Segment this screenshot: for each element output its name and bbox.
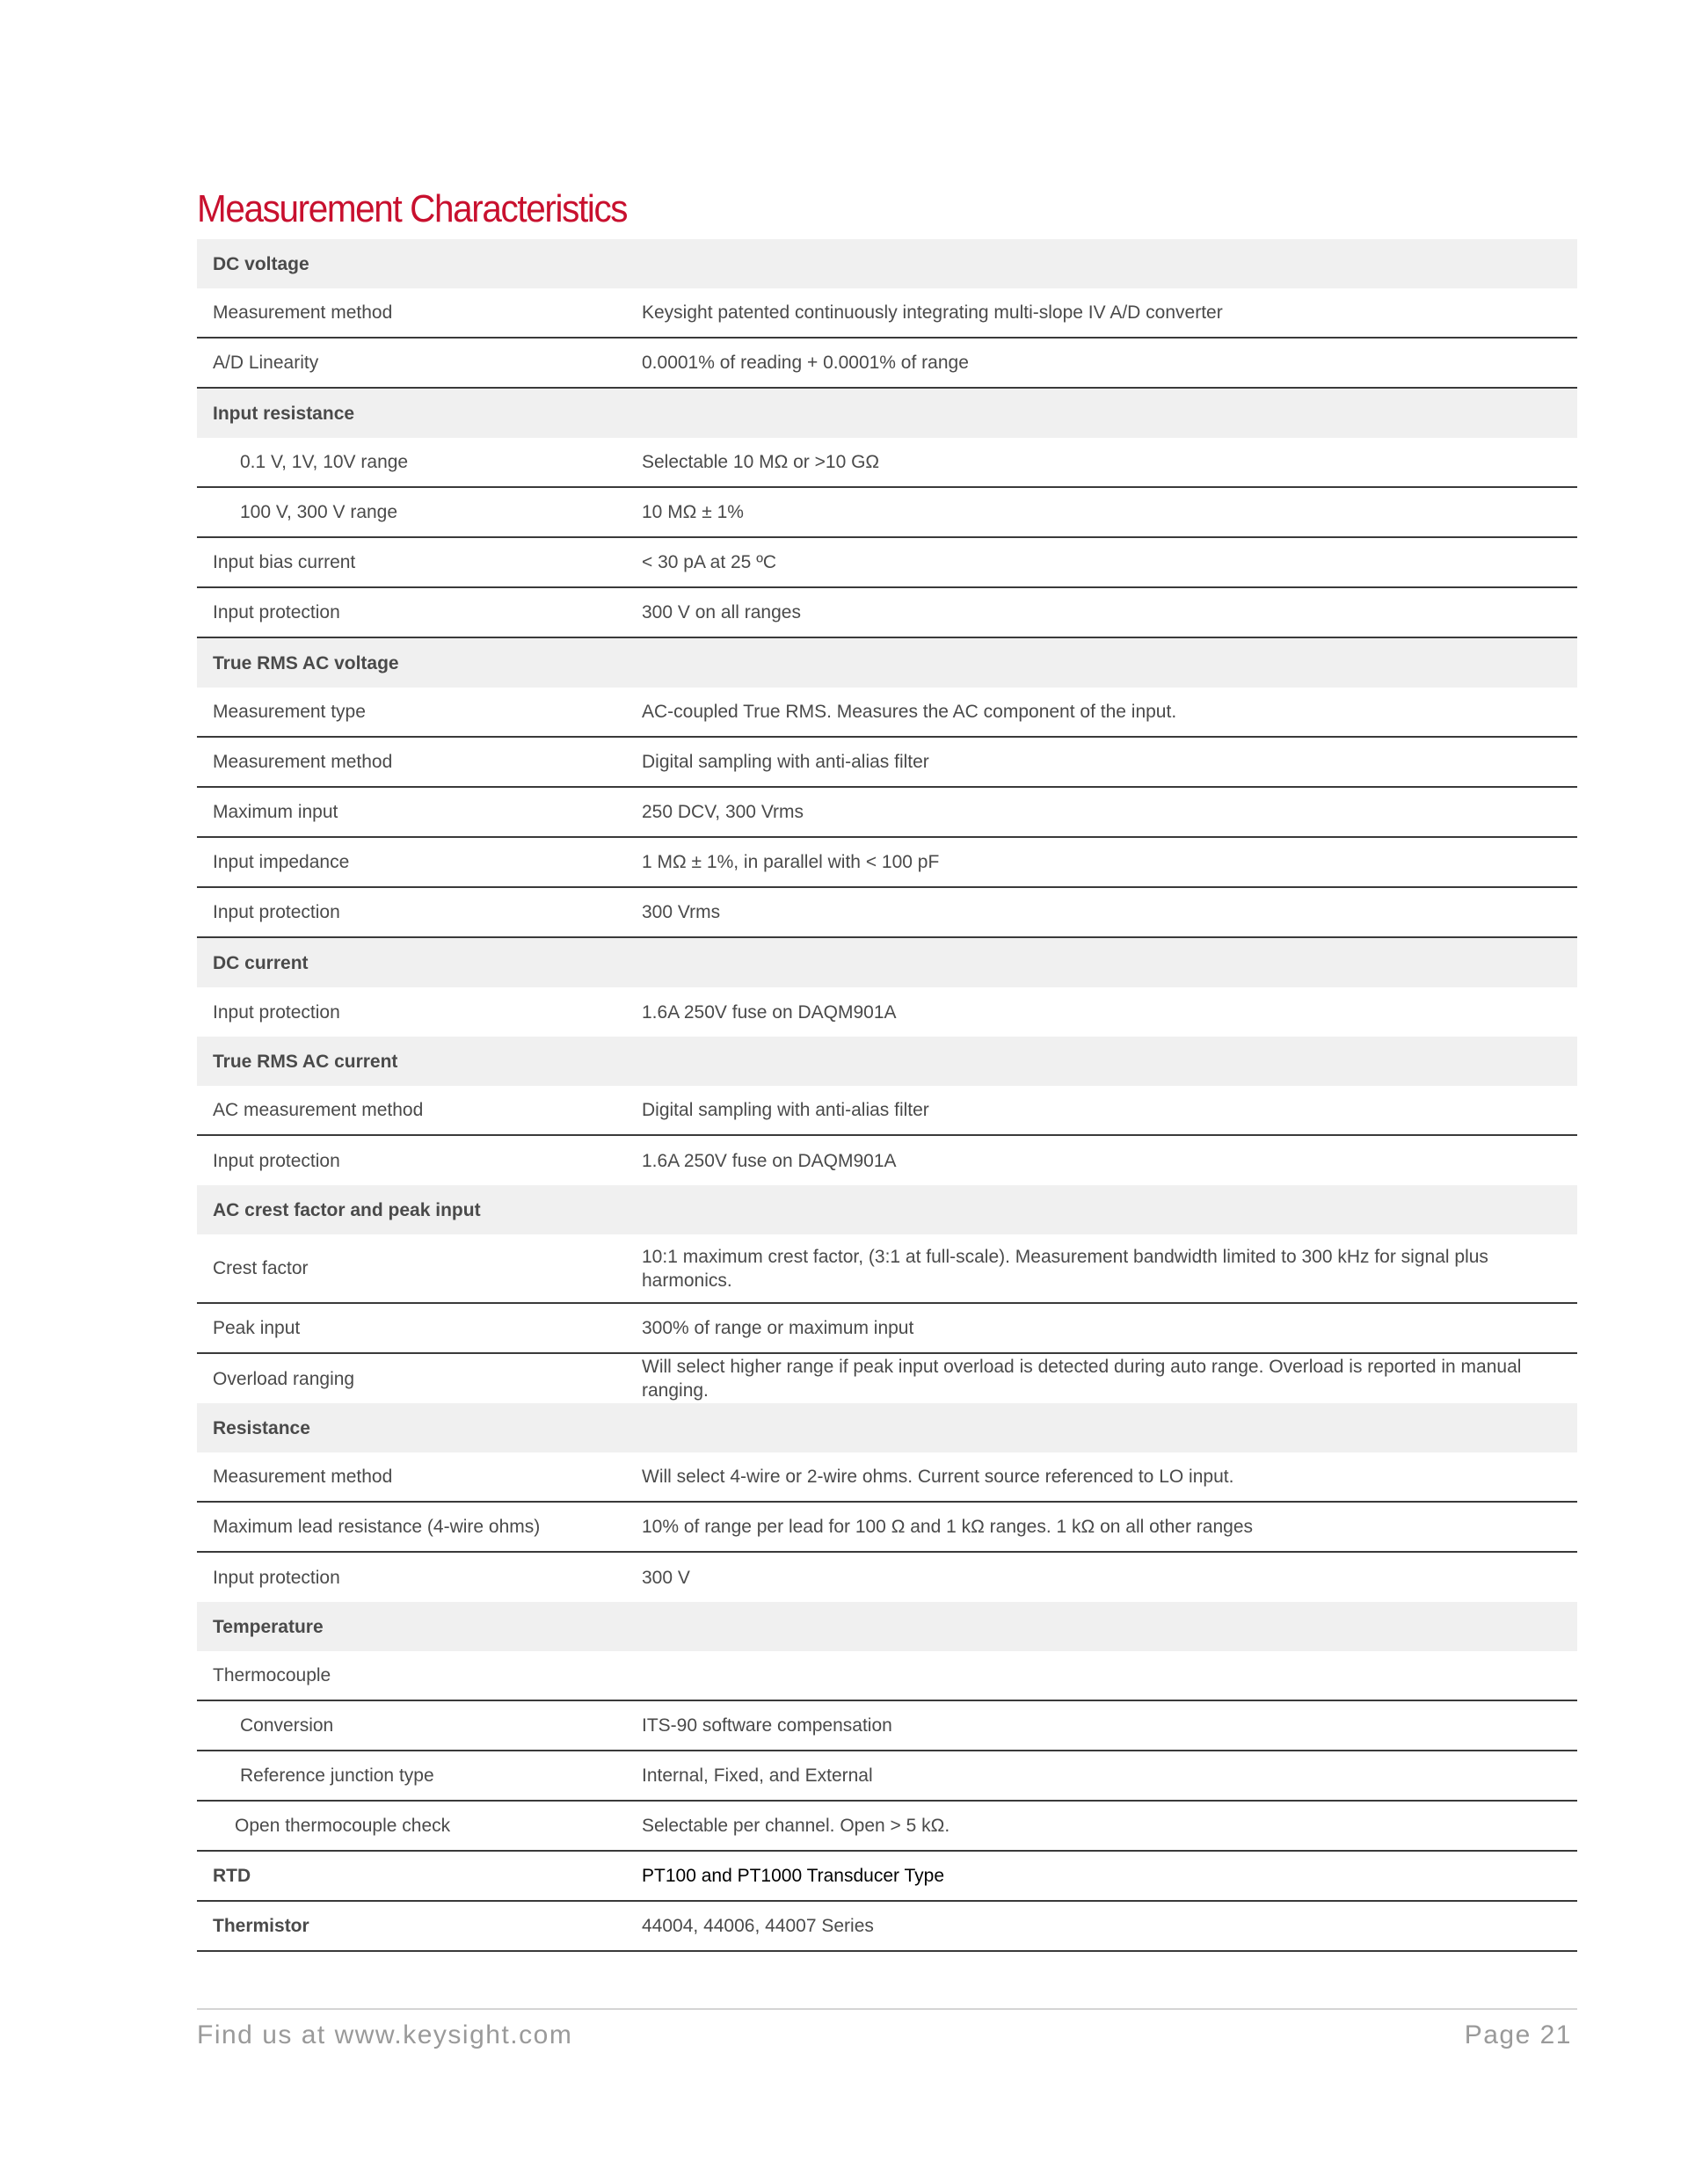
table-row <box>197 1503 1577 1553</box>
section-header-row <box>197 1185 1577 1234</box>
table-row <box>197 788 1577 838</box>
table-row <box>197 1234 1577 1304</box>
parameter-label: RTD <box>213 1866 251 1886</box>
parameter-label: Input bias current <box>213 552 356 572</box>
table-row <box>197 488 1577 538</box>
spec-table <box>197 239 1577 1952</box>
footer-divider <box>197 2008 1577 2010</box>
parameter-label: Measurement type <box>213 702 366 722</box>
parameter-label: Input protection <box>213 1001 340 1023</box>
parameter-value: 1 MΩ ± 1%, in parallel with < 100 pF <box>642 852 940 872</box>
parameter-value: 44004, 44006, 44007 Series <box>642 1916 874 1936</box>
section-title: True RMS AC voltage <box>213 652 399 673</box>
parameter-value: Will select higher range if peak input overload is detected during auto range. Overload is reported in manual ranging. <box>642 1357 1522 1401</box>
table-row <box>197 339 1577 389</box>
footer-page-number: Page 21 <box>1464 2020 1572 2049</box>
parameter-value: Digital sampling with anti-alias filter <box>642 1100 929 1120</box>
section-title: DC current <box>213 952 309 973</box>
table-row <box>197 1902 1577 1952</box>
table-row <box>197 1452 1577 1503</box>
table-row <box>197 1136 1577 1185</box>
parameter-value: ITS-90 software compensation <box>642 1715 892 1736</box>
section-header-row <box>197 638 1577 688</box>
table-row <box>197 438 1577 488</box>
table-row <box>197 1701 1577 1751</box>
parameter-value: 10:1 maximum crest factor, (3:1 at full-scale). Measurement bandwidth limited to 300 kHz for signal plus harmonics. <box>642 1246 1488 1291</box>
section-header-row <box>197 1037 1577 1086</box>
parameter-label: Peak input <box>213 1318 301 1338</box>
parameter-label: Input protection <box>213 902 340 922</box>
parameter-label: Thermistor <box>213 1916 309 1936</box>
section-title: Input resistance <box>213 403 355 424</box>
parameter-value: 10% of range per lead for 100 Ω and 1 kΩ ranges. 1 kΩ on all other ranges <box>642 1517 1254 1537</box>
parameter-value: 250 DCV, 300 Vrms <box>642 802 804 822</box>
table-row <box>197 1354 1577 1403</box>
section-header-row <box>197 389 1577 438</box>
parameter-label: Measurement method <box>213 302 393 323</box>
parameter-value: 300 V on all ranges <box>642 602 801 622</box>
parameter-label: Reference junction type <box>240 1765 434 1786</box>
parameter-value: 300 Vrms <box>642 902 721 922</box>
parameter-value: 300 V <box>642 1567 690 1588</box>
section-header-row <box>197 1403 1577 1452</box>
parameter-value: 0.0001% of reading + 0.0001% of range <box>642 353 969 373</box>
table-row <box>197 588 1577 638</box>
parameter-value: Keysight patented continuously integrating multi-slope IV A/D converter <box>642 302 1223 323</box>
section-title: DC voltage <box>213 253 309 274</box>
parameter-label: Input protection <box>213 1150 340 1171</box>
parameter-label: Conversion <box>240 1715 334 1736</box>
parameter-label: Maximum lead resistance (4-wire ohms) <box>213 1517 541 1537</box>
parameter-value: 10 MΩ ± 1% <box>642 502 744 522</box>
table-row <box>197 1852 1577 1902</box>
parameter-label: Input impedance <box>213 852 350 872</box>
parameter-value: 1.6A 250V fuse on DAQM901A <box>642 1150 897 1171</box>
table-row <box>197 688 1577 738</box>
parameter-value: Digital sampling with anti-alias filter <box>642 752 929 772</box>
parameter-label: A/D Linearity <box>213 353 319 373</box>
parameter-value: AC-coupled True RMS. Measures the AC component of the input. <box>642 702 1177 722</box>
parameter-label: Maximum input <box>213 802 338 822</box>
section-header-row <box>197 938 1577 987</box>
parameter-value: Will select 4-wire or 2-wire ohms. Current source referenced to LO input. <box>642 1467 1234 1487</box>
section-header-row <box>197 239 1577 288</box>
parameter-label: Input protection <box>213 1567 340 1588</box>
parameter-value: PT100 and PT1000 Transducer Type <box>642 1866 944 1886</box>
table-row <box>197 838 1577 888</box>
page-title: Measurement Characteristics <box>197 187 628 230</box>
section-title: True RMS AC current <box>213 1051 398 1072</box>
parameter-label: Crest factor <box>213 1258 309 1278</box>
parameter-label: AC measurement method <box>213 1100 424 1120</box>
table-row <box>197 1751 1577 1802</box>
parameter-label: Overload ranging <box>213 1368 355 1389</box>
table-row <box>197 888 1577 938</box>
parameter-value: < 30 pA at 25 ºC <box>642 552 777 572</box>
parameter-value: 1.6A 250V fuse on DAQM901A <box>642 1001 897 1023</box>
parameter-label: Measurement method <box>213 1467 393 1487</box>
parameter-label: Thermocouple <box>213 1665 331 1685</box>
parameter-value: Selectable per channel. Open > 5 kΩ. <box>642 1816 950 1836</box>
parameter-label: Open thermocouple check <box>235 1816 451 1836</box>
section-title: AC crest factor and peak input <box>213 1199 481 1220</box>
table-row <box>197 1553 1577 1602</box>
section-header-row <box>197 1602 1577 1651</box>
parameter-label: 0.1 V, 1V, 10V range <box>240 452 409 472</box>
section-title: Resistance <box>213 1417 310 1438</box>
parameter-value: Selectable 10 MΩ or >10 GΩ <box>642 452 880 472</box>
parameter-value: Internal, Fixed, and External <box>642 1765 873 1786</box>
section-title: Temperature <box>213 1616 324 1637</box>
parameter-label: Input protection <box>213 602 340 622</box>
table-row <box>197 1304 1577 1354</box>
table-row <box>197 1651 1577 1701</box>
parameter-value: 300% of range or maximum input <box>642 1318 914 1338</box>
table-row <box>197 1086 1577 1136</box>
table-row <box>197 538 1577 588</box>
parameter-label: Measurement method <box>213 752 393 772</box>
table-row <box>197 738 1577 788</box>
parameter-label: 100 V, 300 V range <box>240 502 398 522</box>
footer-website-text: Find us at www.keysight.com <box>197 2020 573 2049</box>
table-row <box>197 1802 1577 1852</box>
table-row <box>197 288 1577 339</box>
table-row <box>197 987 1577 1037</box>
